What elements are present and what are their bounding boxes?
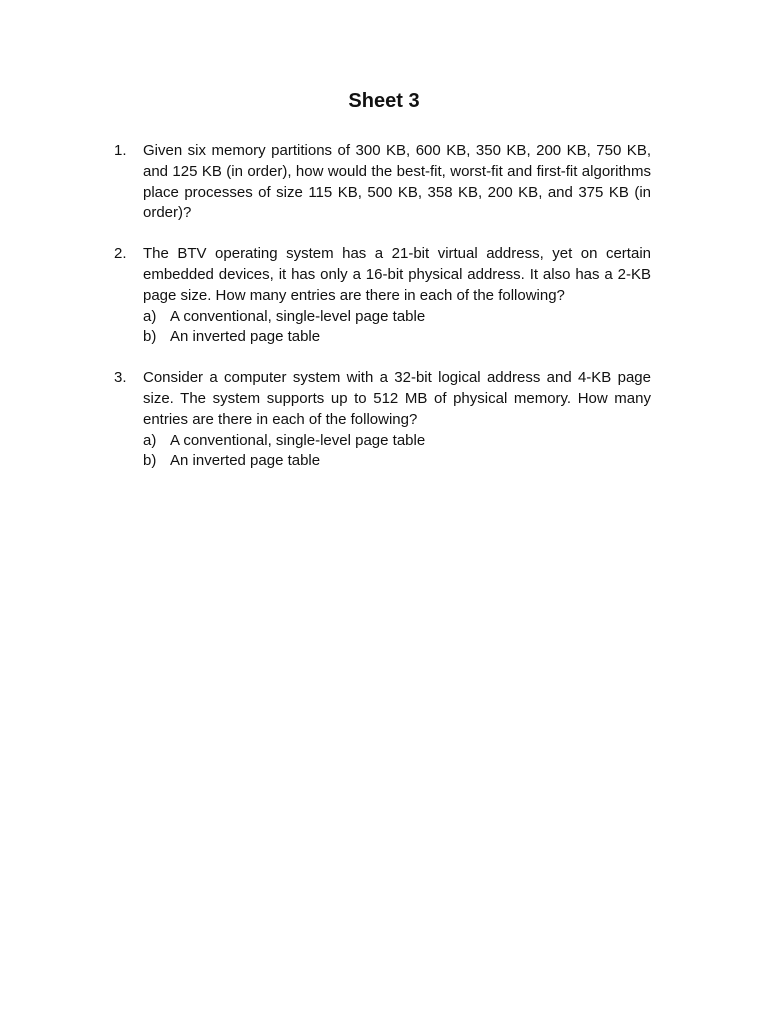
sub-question-a: [143, 307, 651, 328]
sub-question-b: [143, 327, 651, 348]
sheet-title: Sheet 3: [348, 90, 420, 112]
question-text: Consider a computer system with a 32-bit logical address and 4-KB page size. The system supports up to 512 MB of physical memory. How many entries are there in each of the following?: [143, 369, 651, 428]
question-number: 2.: [114, 245, 127, 263]
sub-question-list: [143, 307, 651, 349]
question-1: [114, 141, 651, 224]
sub-question-label: b): [143, 452, 157, 470]
sub-question-list: [143, 431, 651, 473]
sub-question-label: b): [143, 328, 157, 346]
sub-question-label: a): [143, 307, 157, 325]
sub-question-text: A conventional, single-level page table: [170, 431, 426, 449]
question-number: 3.: [114, 369, 127, 387]
sub-question-text: An inverted page table: [170, 328, 321, 346]
sub-question-text: An inverted page table: [170, 452, 321, 470]
question-text: Given six memory partitions of 300 KB, 600 KB, 350 KB, 200 KB, 750 KB, and 125 KB (in order), how would the best-fit, worst-fit and first-fit algorithms place processes of size 115 KB, 500 KB, 358 KB, 200 KB, and 375 KB (in order)?: [143, 142, 651, 222]
question-3: [114, 368, 651, 472]
sub-question-label: a): [143, 431, 157, 449]
question-number: 1.: [114, 142, 127, 159]
question-2: [114, 244, 651, 348]
question-text: The BTV operating system has a 21-bit virtual address, yet on certain embedded devices, it has only a 16-bit physical address. It also has a 2-KB page size. How many entries are there in each of the following?: [143, 245, 651, 304]
question-list: [114, 141, 651, 492]
sub-question-b: [143, 451, 651, 472]
sub-question-a: [143, 431, 651, 452]
sub-question-text: A conventional, single-level page table: [170, 307, 426, 325]
